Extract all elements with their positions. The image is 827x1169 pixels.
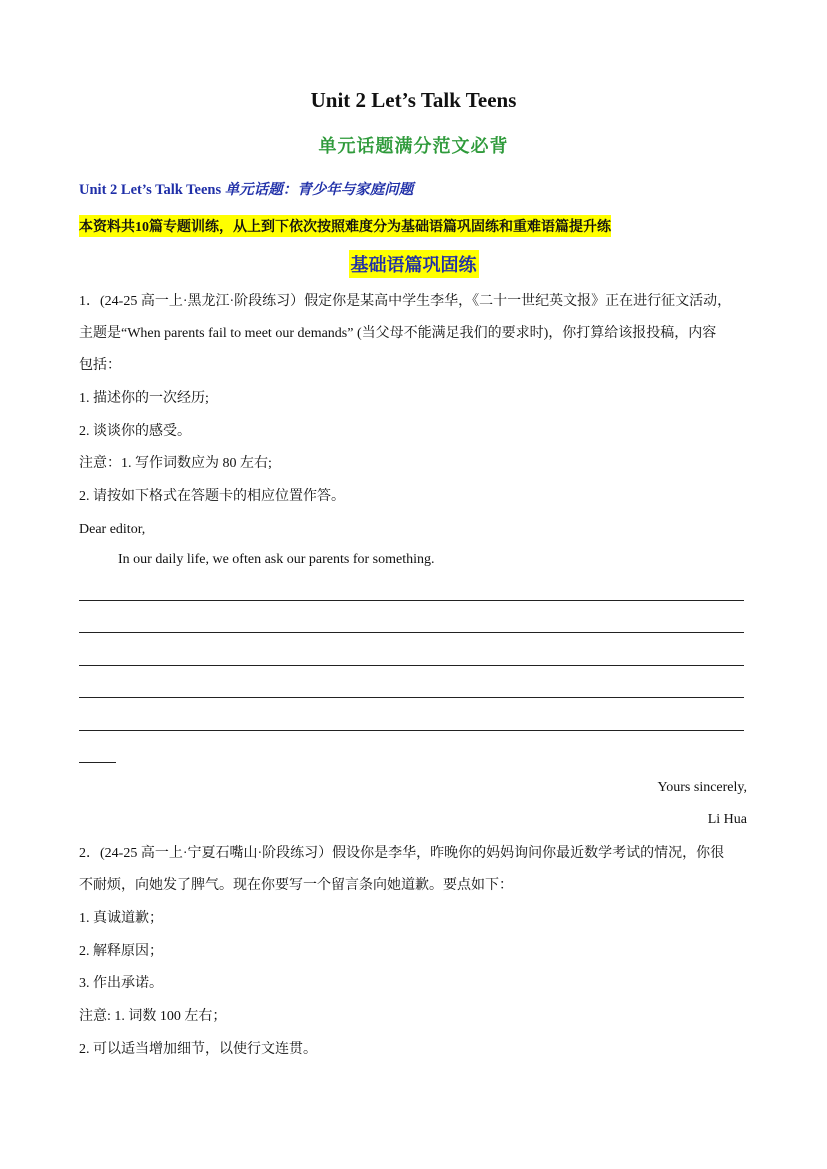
q2-item-1: 1. 真诚道歉；	[79, 911, 163, 926]
q1-prompt-line-1: 1．(24-25 高一上·黑龙江·阶段练习）假定你是某高中学生李华，《二十一世纪英文报》正在进行征文活动，	[79, 294, 732, 309]
answer-line	[79, 632, 744, 633]
q2-item-3: 3. 作出承诺。	[79, 976, 163, 991]
section-heading-wrap	[0, 250, 827, 278]
q1-item-2: 2. 谈谈你的感受。	[79, 424, 191, 439]
q2-prompt-line-1: 2．(24-25 高一上·宁夏石嘴山·阶段练习）假设你是李华，昨晚你的妈妈询问你最近数学考试的情况，你很	[79, 846, 725, 861]
answer-line	[79, 665, 744, 666]
q2-item-2: 2. 解释原因；	[79, 944, 163, 959]
unit-topic-en: Unit 2 Let’s Talk Teens	[79, 182, 222, 198]
document-title: Unit 2 Let’s Talk Teens	[310, 88, 517, 112]
unit-topic-line	[79, 178, 413, 199]
q1-prompt-line-2: 主题是“When parents fail to meet our demands” (当父母不能满足我们的要求时)，你打算给该报投稿，内容	[79, 326, 717, 341]
q1-signature: Li Hua	[707, 812, 747, 827]
answer-line-short	[79, 762, 116, 763]
answer-line	[79, 730, 744, 731]
unit-topic-cn: 单元话题：青少年与家庭问题	[224, 182, 414, 198]
section-heading: 基础语篇巩固练	[349, 250, 479, 278]
answer-line	[79, 600, 744, 601]
q1-note-1: 注意：1. 写作词数应为 80 左右;	[79, 456, 272, 471]
q1-closing: Yours sincerely,	[657, 780, 747, 795]
q1-opening-sentence: In our daily life, we often ask our parents for something.	[118, 552, 435, 567]
q1-note-2: 2. 请按如下格式在答题卡的相应位置作答。	[79, 489, 345, 504]
q1-salutation: Dear editor,	[79, 522, 146, 537]
answer-line	[79, 697, 744, 698]
q1-prompt-line-3: 包括：	[79, 358, 121, 373]
document-subtitle: 单元话题满分范文必背	[318, 136, 509, 156]
q1-item-1: 1. 描述你的一次经历;	[79, 391, 209, 406]
q2-note-2: 2. 可以适当增加细节，以使行文连贯。	[79, 1042, 317, 1057]
q2-note-1: 注意: 1. 词数 100 左右；	[79, 1009, 227, 1024]
q2-prompt-line-2: 不耐烦，向她发了脾气。现在你要写一个留言条向她道歉。要点如下：	[79, 878, 513, 893]
highlighted-notice: 本资料共10篇专题训练，从上到下依次按照难度分为基础语篇巩固练和重难语篇提升练	[79, 215, 611, 237]
